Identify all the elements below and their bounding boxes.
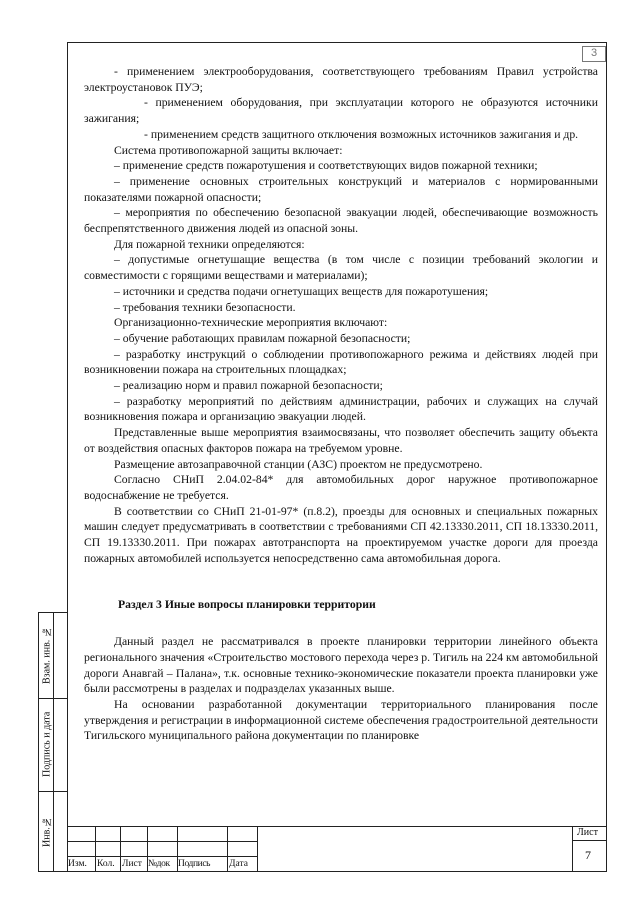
paragraph: Размещение автозаправочной станции (АЗС) проектом не предусмотрено. — [114, 457, 483, 471]
stamp-col-izm: Изм. — [68, 859, 87, 869]
paragraph: – применение основных строительных конструкций и материалов с нормированными показателями пожарной опасности; — [84, 174, 598, 204]
stamp-line — [257, 826, 258, 872]
paragraph: Данный раздел не рассматривался в проекте планировки территории линейного объекта регионального значения «Строительство мостового перехода через р. Тигиль на 224 км автомобильной дороги Анавгай – Палана», т.к. основные технико-экономические показатели проекта планировки уже были рассмотрены в разделах и подразделах указанных выше. — [84, 635, 598, 696]
paragraph: – применение средств пожаротушения и соответствующих видов пожарной техники; — [114, 159, 538, 173]
stamp-line — [67, 826, 607, 827]
paragraph: Для пожарной техники определяются: — [114, 237, 305, 251]
stamp-line — [572, 826, 573, 872]
document-body — [84, 64, 598, 744]
paragraph: - применением оборудования, при эксплуатации которого не образуются источники зажигания; — [84, 96, 598, 126]
paragraph: – допустимые огнетушащие вещества (в том числе с позиции требований экологии и совместимости с горящими веществами и материалами); — [84, 253, 598, 283]
paragraph: Система противопожарной защиты включает: — [114, 143, 343, 157]
paragraph: – источники и средства подачи огнетушащих веществ для пожаротушения; — [114, 284, 489, 298]
paragraph: Представленные выше мероприятия взаимосвязаны, что позволяет обеспечить защиту объекта от воздействия опасных факторов пожара на требуемом уровне. — [84, 426, 598, 455]
paragraph: – разработку инструкций о соблюдении противопожарного режима и действиях людей при возникновении пожара на строительных площадках; — [84, 347, 598, 377]
title-block — [67, 826, 607, 872]
stamp-col-podpis: Подпись — [178, 859, 211, 869]
sheet-number: 7 — [585, 848, 591, 862]
stamp-line — [227, 826, 228, 872]
sidebar-podpis-data: Подпись и дата — [41, 711, 53, 778]
paragraph: - применением электрооборудования, соответствующего требованиям Правил устройства электроустановок ПУЭ; — [84, 65, 598, 94]
corner-mark: 3 — [582, 46, 606, 62]
paragraph: Согласно СНиП 2.04.02-84* для автомобильных дорог наружное противопожарное водоснабжение не требуется. — [84, 473, 598, 502]
stamp-line — [572, 840, 607, 841]
paragraph: – разработку мероприятий по действиям администрации, рабочих и служащих на случай возникновения пожара и организацию эвакуации людей. — [84, 394, 598, 424]
stamp-col-data: Дата — [229, 859, 248, 869]
sheet-label: Лист — [577, 827, 598, 838]
paragraph: – мероприятия по обеспечению безопасной эвакуации людей, обеспечивающие возможность беспрепятственного движения людей из опасной зоны. — [84, 206, 598, 236]
stamp-col-ndok: №док — [148, 859, 170, 869]
paragraph: – требования техники безопасности. — [114, 300, 296, 314]
sidebar-stamp — [38, 612, 67, 872]
sidebar-inv-podl: Инв.№ — [41, 816, 53, 848]
paragraph: – обучение работающих правилам пожарной безопасности; — [114, 331, 411, 345]
stamp-col-list: Лист — [122, 859, 142, 869]
section-heading: Раздел 3 Иные вопросы планировки территории — [118, 597, 376, 611]
stamp-line — [120, 826, 121, 872]
stamp-col-kol: Кол. — [97, 859, 115, 869]
paragraph: Организационно-технические мероприятия включают: — [114, 316, 388, 330]
paragraph: На основании разработанной документации территориального планирования после утверждения и регистрации в информационной системе обеспечения градостроительной деятельности Тигильского муниципального района документации по планировке — [84, 698, 598, 743]
paragraph: - применением средств защитного отключения возможных источников зажигания и др. — [144, 127, 579, 141]
sidebar-vzam-inv: Взам. инв. № — [41, 626, 53, 685]
paragraph: В соответствии со СНиП 21-01-97* (п.8.2), проезды для основных и специальных пожарных машин следует предусматривать в соответствии с требованиями СП 42.13330.2011, СП 18.13330.2011, СП 19.13330.2011. При пожарах автотранспорта на проектируемом участке дороги для проезда пожарных автомобилей используется непосредственно сама автомобильная дорога. — [84, 504, 598, 565]
paragraph: – реализацию норм и правил пожарной безопасности; — [114, 379, 383, 393]
stamp-line — [95, 826, 96, 872]
